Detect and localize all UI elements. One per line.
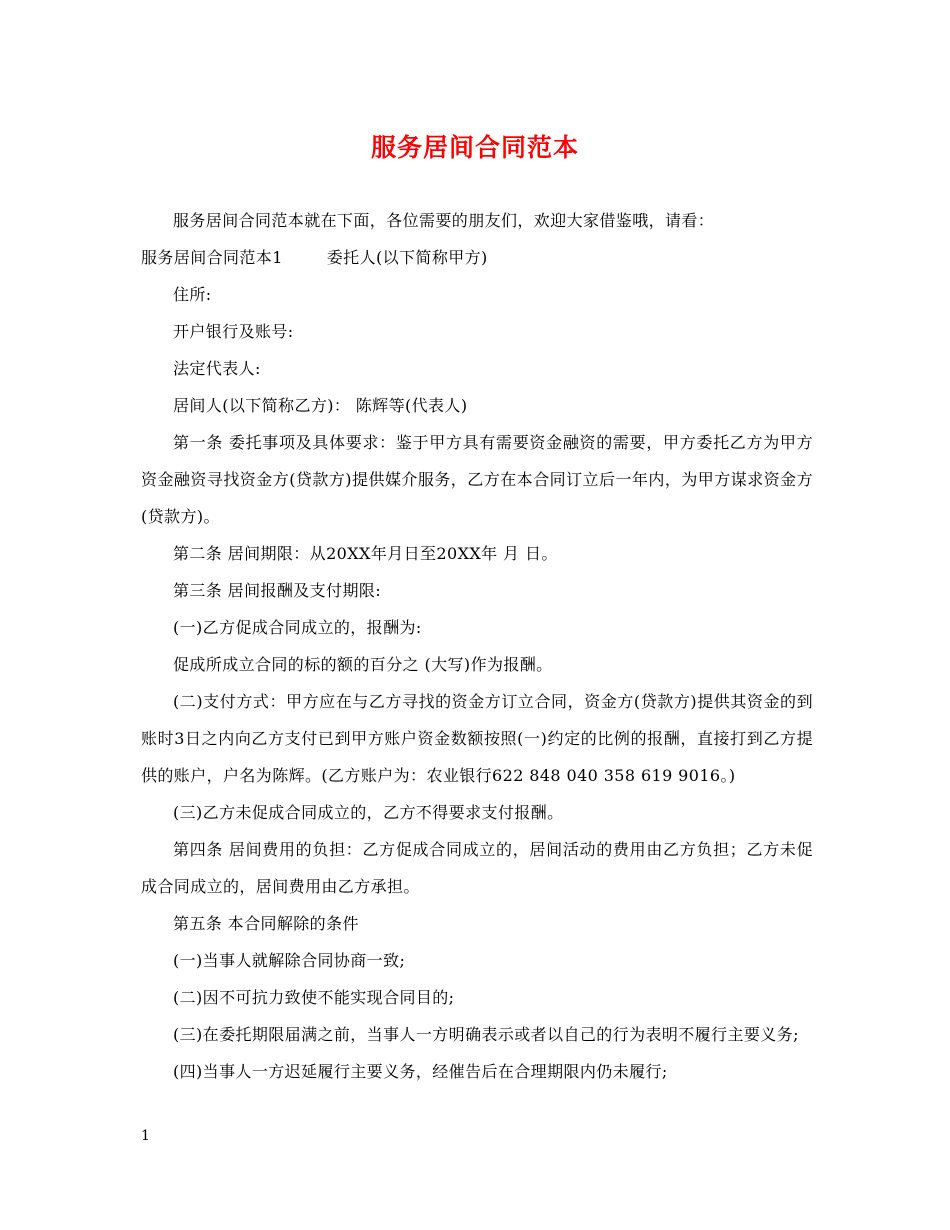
contract-heading-label: 服务居间合同范本1 xyxy=(141,248,283,267)
paragraph-article-5-item-1: (一)当事人就解除合同协商一致; xyxy=(173,951,406,970)
paragraph-article-3-item-1: (一)乙方促成合同成立的，报酬为: xyxy=(173,618,422,637)
paragraph-article-4: 第四条 居间费用的负担：乙方促成合同成立的，居间活动的费用由乙方负担；乙方未促成合同成立的，居间费用由乙方承担。 xyxy=(141,840,813,896)
contract-heading-line xyxy=(141,239,813,276)
paragraph-article-2: 第二条 居间期限：从20XX年月日至20XX年 月 日。 xyxy=(173,544,558,563)
paragraph-article-1: 第一条 委托事项及具体要求：鉴于甲方具有需要资金融资的需要，甲方委托乙方为甲方资金融资寻找资金方(贷款方)提供媒介服务，乙方在本合同订立后一年内，为甲方谋求资金方(贷款方)。 xyxy=(141,433,813,526)
paragraph-article-3-remuneration: 促成所成立合同的标的额的百分之 (大写)作为报酬。 xyxy=(173,655,553,674)
page-title: 服务居间合同范本 xyxy=(370,133,579,162)
paragraph-intermediary: 居间人(以下简称乙方)： 陈辉等(代表人) xyxy=(173,396,468,415)
paragraph-article-5-item-3: (三)在委托期限届满之前，当事人一方明确表示或者以自己的行为表明不履行主要义务; xyxy=(173,1025,799,1044)
paragraph-article-3-item-2: (二)支付方式：甲方应在与乙方寻找的资金方订立合同，资金方(贷款方)提供其资金的到账时3日之内向乙方支付已到甲方账户资金数额按照(一)约定的比例的报酬，直接打到乙方提供的账户，户名为陈辉。(乙方账户为：农业银行622 848 040 358 619 9016。) xyxy=(141,692,813,785)
paragraph-legal-representative: 法定代表人: xyxy=(173,359,261,378)
document-body xyxy=(141,202,813,1090)
paragraph-article-3: 第三条 居间报酬及支付期限: xyxy=(173,581,382,600)
paragraph-article-5-item-4: (四)当事人一方迟延履行主要义务，经催告后在合理期限内仍未履行; xyxy=(173,1062,668,1081)
page-number: 1 xyxy=(141,1128,150,1144)
client-label: 委托人(以下简称甲方) xyxy=(326,248,488,267)
paragraph-article-5-item-2: (二)因不可抗力致使不能实现合同目的; xyxy=(173,988,455,1007)
paragraph-address: 住所: xyxy=(173,285,212,304)
paragraph-bank-account: 开户银行及账号: xyxy=(173,322,294,341)
paragraph-article-3-item-3: (三)乙方未促成合同成立的，乙方不得要求支付报酬。 xyxy=(173,803,564,822)
paragraph-article-5: 第五条 本合同解除的条件 xyxy=(173,914,359,933)
intro-paragraph: 服务居间合同范本就在下面，各位需要的朋友们，欢迎大家借鉴哦，请看： xyxy=(173,211,715,230)
